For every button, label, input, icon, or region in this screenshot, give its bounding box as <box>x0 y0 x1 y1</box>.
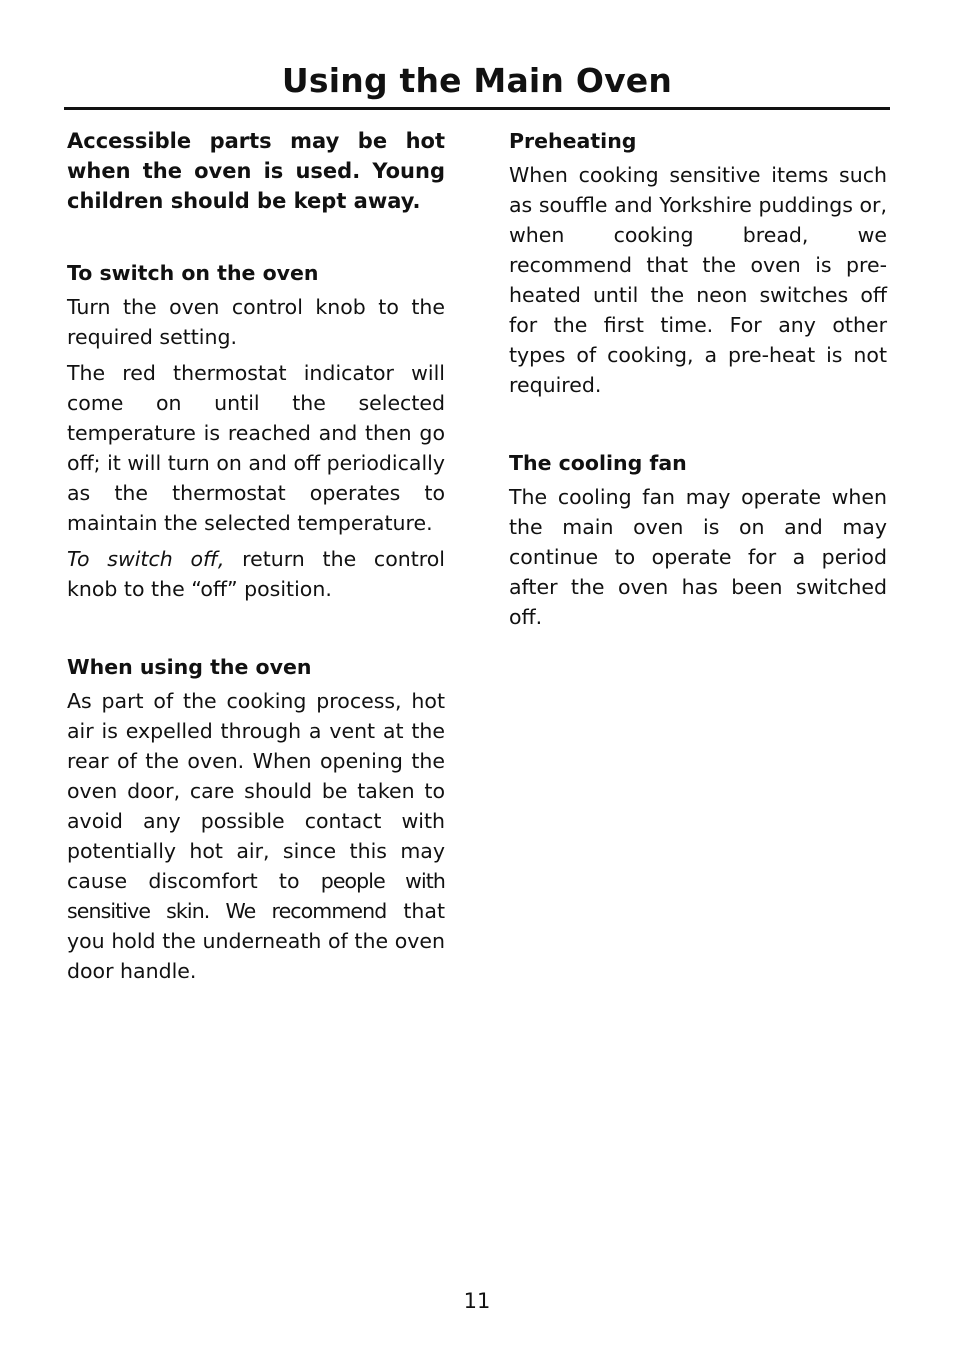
using-oven-text-1: As part of the cooking process, hot air is expelled through a vent at the rear of the oven. When opening the oven door, care should be taken to avoid any possible contact with potentially hot air, since this may cause discomfort to <box>67 689 445 893</box>
page-title: Using the Main Oven <box>281 61 673 100</box>
using-oven-text-2: that you hold the underneath of the oven door handle. <box>67 899 445 983</box>
safety-warning: Accessible parts may be hot when the oven is used. Young children should be kept away. <box>67 129 445 213</box>
using-oven-paragraph <box>67 686 445 986</box>
spacer <box>67 216 445 258</box>
using-oven-text-condensed: people with sensitive skin. We recommend <box>67 869 445 923</box>
switch-off-emphasis: To switch off, <box>67 547 225 571</box>
left-column <box>67 126 445 992</box>
using-oven-heading: When using the oven <box>67 655 312 679</box>
spacer <box>67 610 445 652</box>
switch-off-paragraph <box>67 544 445 604</box>
title-divider <box>64 107 890 110</box>
switch-off-text: return the control knob to the “off” position. <box>67 547 445 601</box>
switch-on-heading: To switch on the oven <box>67 261 319 285</box>
switch-on-paragraph-1: Turn the oven control knob to the required setting. <box>67 295 445 349</box>
cooling-fan-paragraph: The cooling fan may operate when the main oven is on and may continue to operate for a period after the oven has been switched off. <box>509 485 887 629</box>
page-number: 11 <box>463 1289 491 1313</box>
right-column <box>509 126 887 638</box>
switch-on-paragraph-2: The red thermostat indicator will come on until the selected temperature is reached and then go off; it will turn on and off periodically as the thermostat operates to maintain the selected temperature. <box>67 361 445 535</box>
preheating-heading: Preheating <box>509 129 637 153</box>
preheating-paragraph: When cooking sensitive items such as souffle and Yorkshire puddings or, when cooking bread, we recommend that the oven is pre-heated until the neon switches off for the first time. For any other types of cooking, a pre-heat is not required. <box>509 163 887 397</box>
cooling-fan-heading: The cooling fan <box>509 451 687 475</box>
spacer <box>509 406 887 448</box>
